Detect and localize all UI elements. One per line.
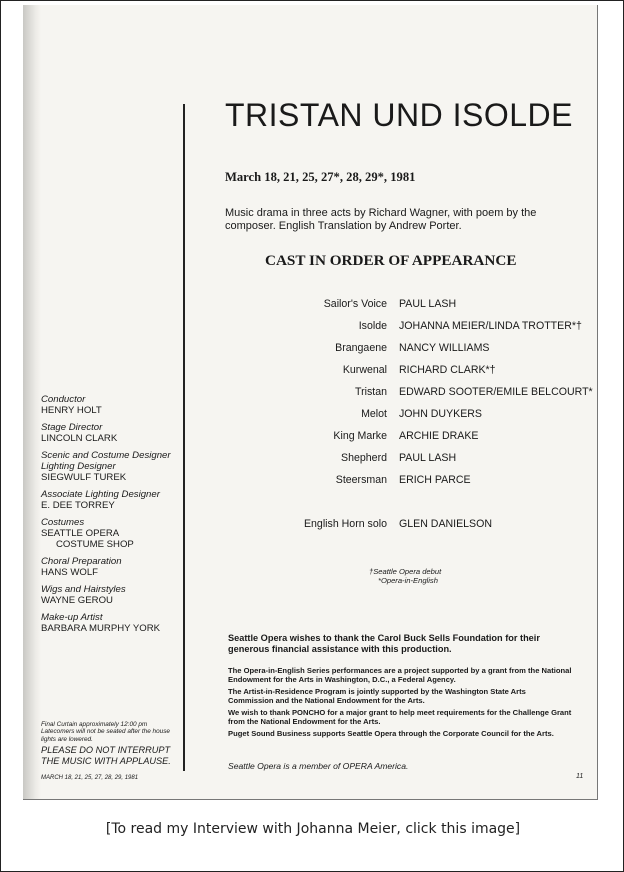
cast-row (1, 474, 624, 488)
cast-singer: JOHANNA MEIER/LINDA TROTTER*† (399, 320, 582, 332)
credit-role: Wigs and Hairstyles (41, 584, 126, 595)
credit-wigs (41, 584, 183, 606)
debut-note: †Seattle Opera debut (369, 567, 442, 576)
cast-singer: JOHN DUYKERS (399, 408, 482, 420)
cast-singer: ARCHIE DRAKE (399, 430, 479, 442)
cast-singer: EDWARD SOOTER/EMILE BELCOURT* (399, 386, 593, 398)
cast-role: Kurwenal (342, 364, 387, 376)
cast-row (1, 386, 624, 400)
cast-row (1, 408, 624, 422)
cast-row (1, 342, 624, 356)
cast-role: Tristan (355, 386, 387, 398)
credit-role-2: Lighting Designer (41, 461, 116, 472)
foundation-thanks: Seattle Opera wishes to thank the Carol Buck Sells Foundation for their generous financial assistance with this production. (228, 633, 540, 654)
cast-role: Melot (361, 408, 387, 420)
cast-role: Sailor's Voice (323, 298, 387, 310)
credit-name: E. DEE TORREY (41, 500, 115, 511)
cast-row (1, 430, 624, 444)
cast-row (1, 320, 624, 334)
membership-note: Seattle Opera is a member of OPERA America. (228, 761, 409, 771)
credit-name-2: COSTUME SHOP (56, 539, 134, 550)
performance-dates: March 18, 21, 25, 27*, 28, 29*, 1981 (225, 170, 416, 184)
support-note: We wish to thank PONCHO for a major grant to help meet requirements for the Challenge Grant from the National Endowment for the Arts. (228, 708, 572, 726)
cast-role: Brangaene (335, 342, 387, 354)
credit-name: LINCOLN CLARK (41, 433, 118, 444)
cast-singer: RICHARD CLARK*† (399, 364, 496, 376)
credit-role: Costumes (41, 517, 85, 528)
support-note: Puget Sound Business supports Seattle Opera through the Corporate Council for the Arts. (228, 729, 554, 738)
english-note: *Opera-in-English (378, 576, 438, 585)
image-caption-link[interactable]: [To read my Interview with Johanna Meier, click this image] (105, 821, 521, 837)
credit-role: Associate Lighting Designer (41, 489, 160, 500)
credit-role: Stage Director (41, 422, 103, 433)
cast-role: King Marke (333, 430, 387, 442)
credit-name: SIEGWULF TUREK (41, 472, 127, 483)
applause-warning: PLEASE DO NOT INTERRUPT THE MUSIC WITH APPLAUSE. (41, 745, 171, 766)
cast-role: Shepherd (341, 452, 387, 464)
credit-choral (41, 556, 183, 578)
credit-name: BARBARA MURPHY YORK (41, 623, 161, 634)
cast-singer: NANCY WILLIAMS (399, 342, 490, 354)
credit-role: Scenic and Costume Designer (41, 450, 171, 461)
cast-row (1, 518, 624, 532)
cast-singer: ERICH PARCE (399, 474, 471, 486)
credit-role: Conductor (41, 394, 86, 405)
cast-singer: GLEN DANIELSON (399, 518, 493, 530)
cast-heading: CAST IN ORDER OF APPEARANCE (265, 252, 517, 269)
credit-name: SEATTLE OPERA (41, 528, 120, 539)
latecomer-notice: Latecomers will not be seated after the house lights are lowered. (41, 728, 170, 743)
cast-role: English Horn solo (303, 518, 387, 530)
cast-row (1, 298, 624, 312)
credit-name: WAYNE GEROU (41, 595, 113, 606)
credit-role: Make-up Artist (41, 612, 103, 623)
credit-role: Choral Preparation (41, 556, 122, 567)
cast-singer: PAUL LASH (399, 298, 457, 310)
support-note: The Opera-in-English Series performances are a project supported by a grant from the National Endowment for the Arts in Washington, D.C., a Federal Agency. (228, 666, 572, 684)
cast-role: Isolde (358, 320, 387, 332)
page-binding-shadow (23, 5, 41, 799)
footer-dates: MARCH 18, 21, 25, 27, 28, 29, 1981 (41, 775, 139, 781)
opera-title: TRISTAN UND ISOLDE (225, 97, 573, 133)
opera-description: Music drama in three acts by Richard Wagner, with poem by the composer. English Translation by Andrew Porter. (225, 207, 537, 232)
curtain-notice (41, 721, 183, 743)
cast-row (1, 364, 624, 378)
cast-role: Steersman (335, 474, 387, 486)
credit-name: HANS WOLF (41, 567, 99, 578)
cast-singer: PAUL LASH (399, 452, 457, 464)
credit-name: HENRY HOLT (41, 405, 102, 416)
support-note: The Artist-in-Residence Program is jointly supported by the Washington State Arts Commission and the National Endowment for the Arts. (228, 687, 526, 705)
page-number: 11 (576, 773, 584, 780)
support-notes (228, 666, 573, 741)
cast-row (1, 452, 624, 466)
credit-makeup (41, 612, 183, 634)
credit-associate-lighting (41, 489, 183, 511)
curtain-time: Final Curtain approximately 12:00 pm (41, 721, 148, 728)
